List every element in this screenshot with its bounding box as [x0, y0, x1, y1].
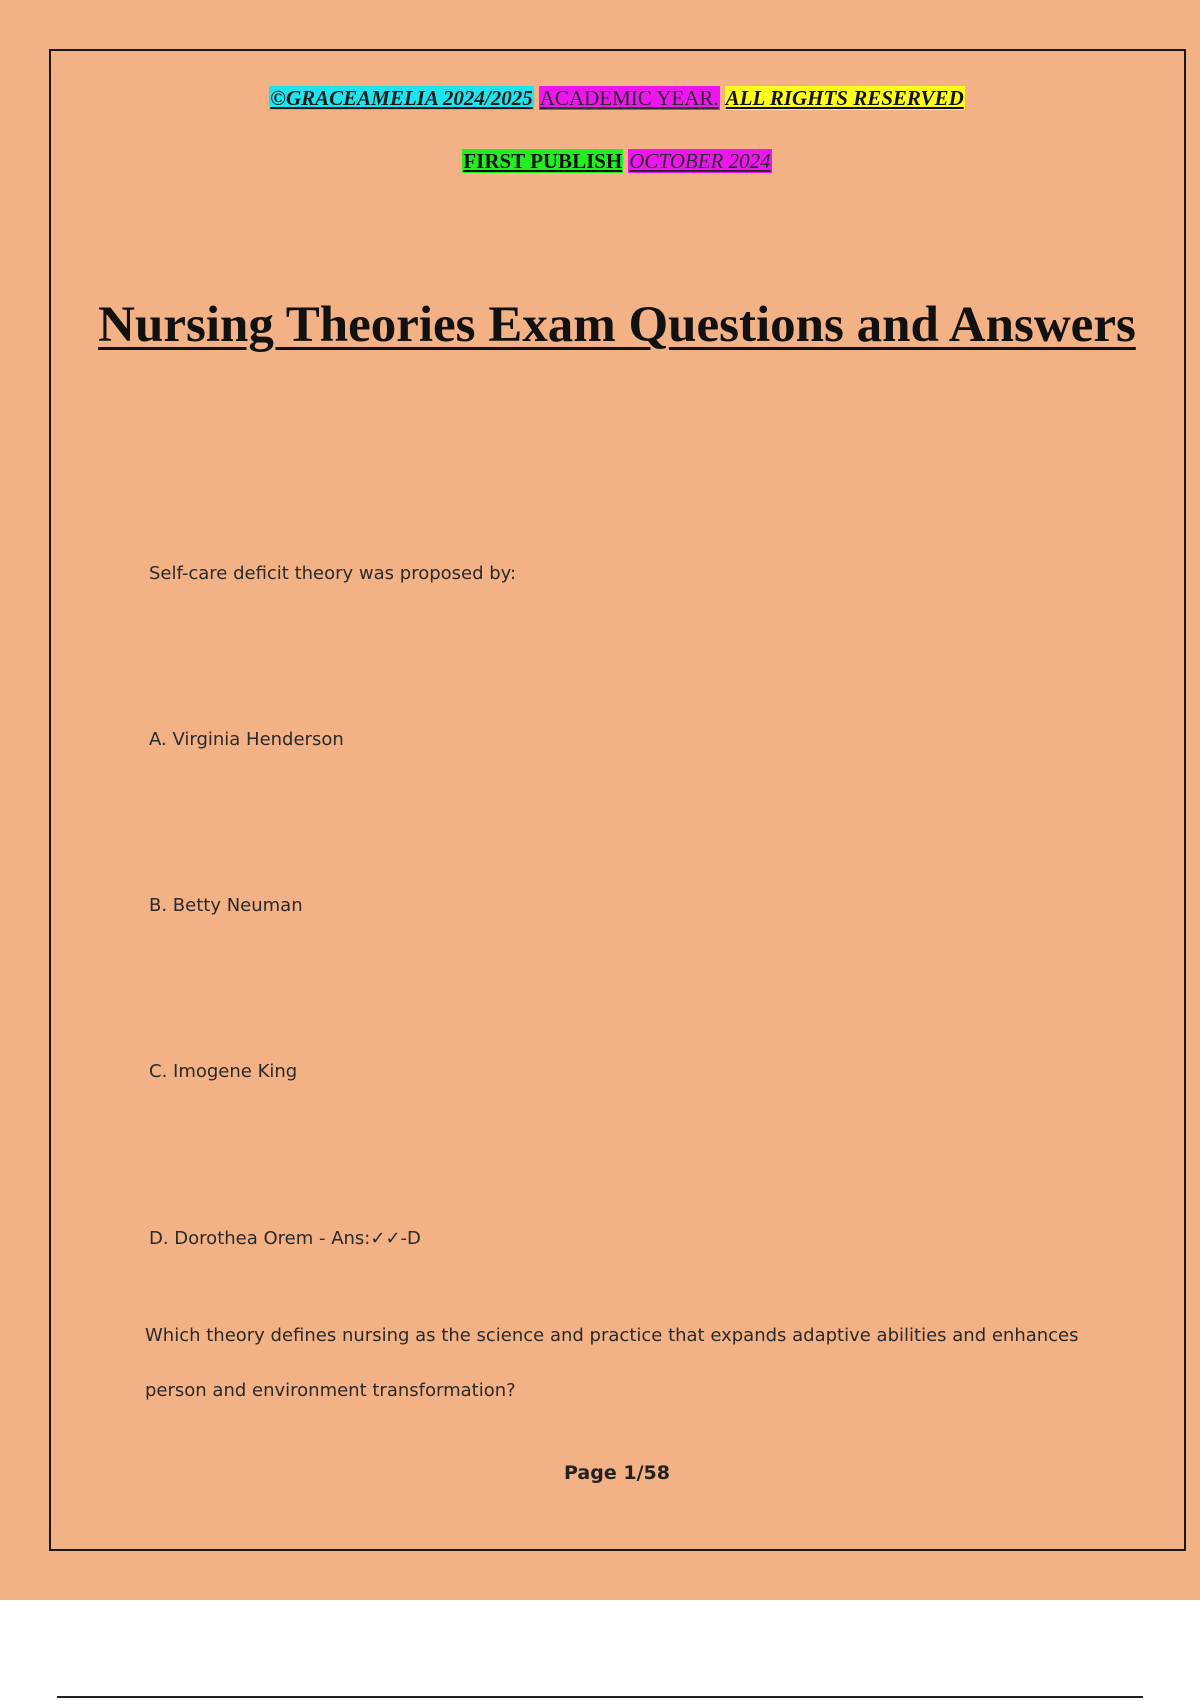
publish-date-text: OCTOBER 2024 — [629, 149, 771, 173]
answer-option-b: B. Betty Neuman — [149, 895, 303, 916]
document-title-text: Nursing Theories Exam Questions and Answers — [98, 297, 1136, 353]
academic-year-text: ACADEMIC YEAR. — [539, 86, 719, 110]
copyright-text: ©GRACEAMELIA 2024/2025 — [270, 86, 533, 110]
copyright-header — [0, 85, 1200, 111]
question-stem: Self-care deficit theory was proposed by: — [149, 563, 517, 584]
answer-option-a: A. Virginia Henderson — [149, 729, 344, 750]
divider — [57, 1696, 1143, 1698]
rights-reserved-text: ALL RIGHTS RESERVED — [725, 86, 964, 110]
answer-option-d: D. Dorothea Orem - Ans:✓✓-D — [149, 1228, 421, 1249]
page-number: Page 1/58 — [564, 1462, 670, 1484]
publish-header — [0, 148, 1200, 174]
question-stem: Which theory defines nursing as the science and practice that expands adaptive abilities and enhances person and environment transformation? — [145, 1325, 1079, 1401]
first-publish-text: FIRST PUBLISH — [463, 149, 623, 173]
document-title — [0, 282, 1200, 369]
answer-option-c: C. Imogene King — [149, 1061, 298, 1082]
